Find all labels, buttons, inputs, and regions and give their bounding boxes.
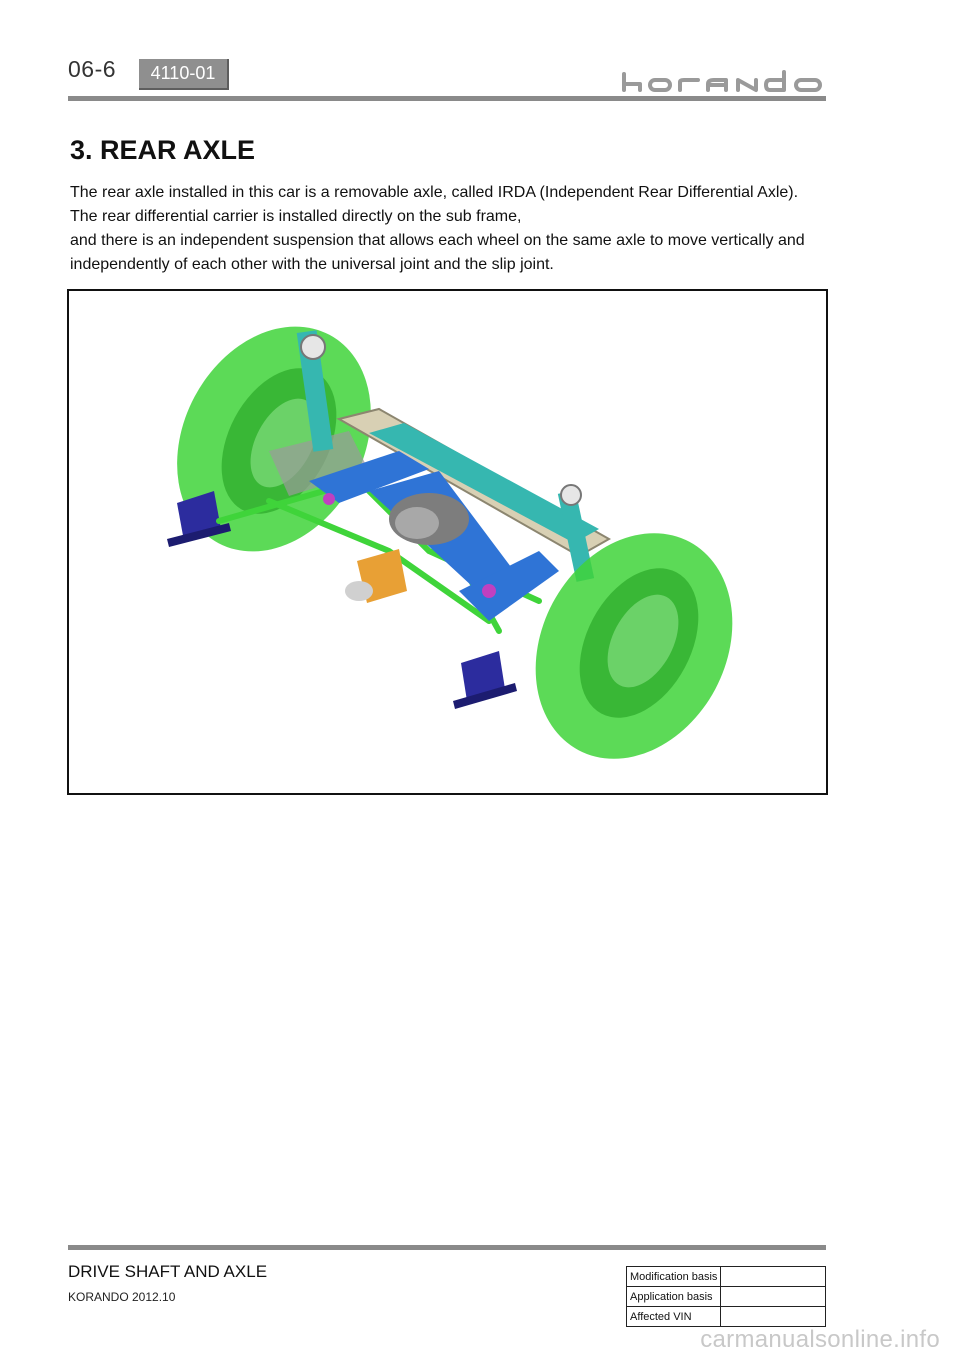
table-value <box>721 1267 826 1287</box>
table-value <box>721 1287 826 1307</box>
rear-axle-figure <box>67 289 828 795</box>
revision-table <box>626 1266 826 1327</box>
section-title: 3. REAR AXLE <box>70 135 256 165</box>
paragraph-line: The rear axle installed in this car is a removable axle, called IRDA (Independent Rear Differential Axle). <box>70 184 799 201</box>
table-row <box>627 1267 826 1287</box>
paragraph-line: The rear differential carrier is installed directly on the sub frame, <box>70 208 522 225</box>
paragraph-line: independently of each other with the universal joint and the slip joint. <box>70 256 554 273</box>
table-row <box>627 1307 826 1327</box>
footer-title: DRIVE SHAFT AND AXLE <box>68 1262 268 1281</box>
intro-paragraph <box>70 181 830 277</box>
section-code-badge: 4110-01 <box>139 59 229 90</box>
korando-logo <box>620 70 826 94</box>
footer-rule <box>68 1245 826 1250</box>
rear-axle-illustration <box>69 291 826 793</box>
table-value <box>721 1307 826 1327</box>
paragraph-line: and there is an independent suspension that allows each wheel on the same axle to move vertically and <box>70 232 805 249</box>
footer-model: KORANDO 2012.10 <box>68 1290 176 1304</box>
watermark: carmanualsonline.info <box>700 1326 940 1353</box>
table-row <box>627 1287 826 1307</box>
table-label: Application basis <box>627 1287 721 1307</box>
right-wheel <box>497 499 770 793</box>
right-mount <box>453 651 517 709</box>
page-number: 06-6 <box>68 56 117 82</box>
table-label: Modification basis <box>627 1267 721 1287</box>
table-label: Affected VIN <box>627 1307 721 1327</box>
header-rule <box>68 96 826 101</box>
